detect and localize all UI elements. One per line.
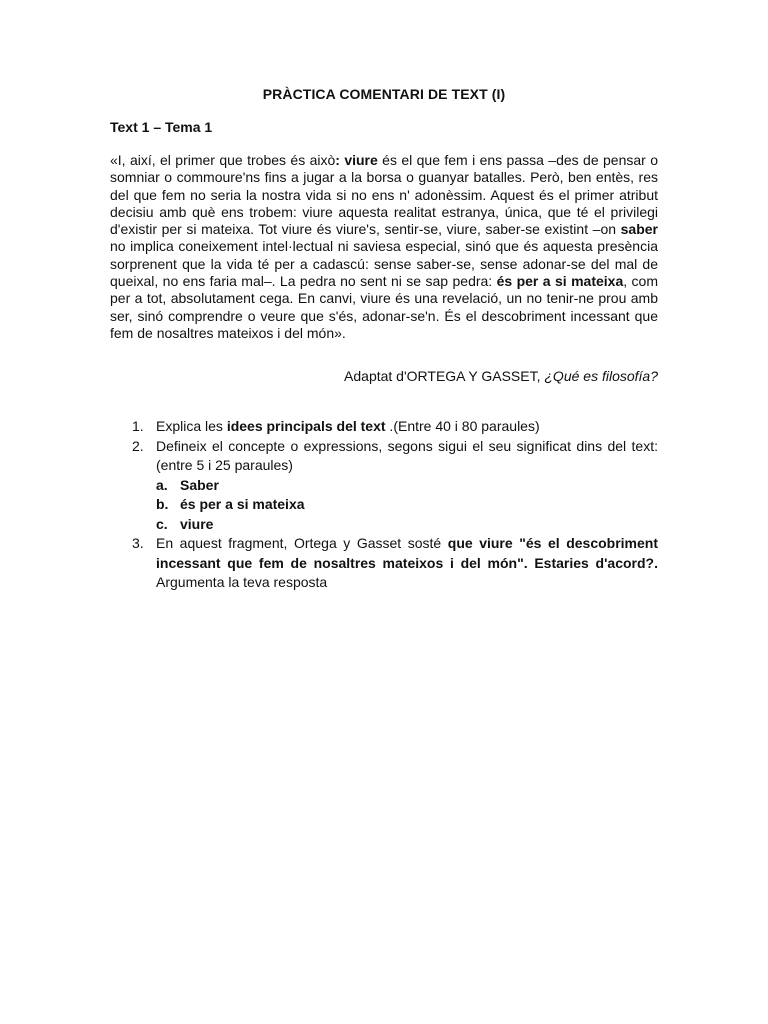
questions-list [110, 417, 658, 593]
subitem-text: és per a si mateixa [180, 496, 305, 512]
quote-emphasis-per-si: és per a si mateixa [496, 273, 624, 290]
question-emphasis: que viure "és el descobriment incessant que fem de nosaltres mateixos i del món". Estaries d'acord?. [156, 535, 658, 571]
question-number: 2. [132, 437, 144, 454]
question-text: En aquest fragment, Ortega y Gasset sosté [156, 535, 448, 551]
question-text: Defineix el concepte o expressions, segons sigui el seu significat dins del text: (entre 5 i 25 paraules) [156, 437, 658, 473]
question-2 [110, 437, 658, 476]
question-3 [110, 534, 658, 593]
question-text: Explica les [156, 418, 227, 434]
subitem-text: viure [180, 515, 214, 532]
quote-emphasis-viure: : viure [335, 152, 378, 168]
question-emphasis: idees principals del text [226, 418, 386, 434]
subitem-letter: a. [156, 476, 168, 493]
quote-text-3: no implica coneixement intel·lectual ni saviesa especial, sinó que és aquesta presència sorprenent que la vida té per a cadascú: sense saber-se, sense adonar-se del mal de queixal, no ens faria mal–. La pedra no sent ni se sap pedra: [110, 238, 658, 290]
document-title: PRÀCTICA COMENTARI DE TEXT (I) [262, 86, 506, 102]
quote-emphasis-saber: saber [620, 221, 658, 238]
quote-text-2: és el que fem i ens passa –des de pensar o somniar o commoure'ns fins a jugar a la borsa o guanyar batalles. Però, ben entès, res del que fem no seria la nostra vida si no ens n' adonèssim. Aquest és el primer atribut decisiu amb què ens trobem: viure aquesta realitat estranya, única, que té el privilegi d'existir per si mateixa. Tot viure és viure's, sentir-se, viure, saber-se existint –on [110, 152, 658, 238]
subitem-text: Saber [180, 476, 219, 493]
attribution-author: Adaptat d'ORTEGA Y GASSET, [344, 368, 545, 384]
question-text-end: Argumenta la teva resposta [156, 574, 328, 590]
quote-paragraph [110, 152, 658, 342]
quote-text-1: «I, així, el primer que trobes és això [110, 152, 336, 168]
question-2-subitem-c [110, 515, 658, 535]
quote-text-4: , com per a tot, absolutament cega. En canvi, viure és una revelació, un no tenir-ne prou amb ser, sinó comprendre o veure que s'és, adonar-se'n. És el descobriment incessant que fem de nosaltres mateixos i del món». [110, 273, 658, 341]
quote-attribution [110, 368, 658, 384]
question-2-subitem-a [110, 476, 658, 496]
question-2-subitem-b [110, 495, 658, 515]
question-number: 3. [132, 535, 144, 551]
question-number: 1. [132, 418, 144, 434]
subitem-letter: b. [156, 496, 169, 512]
document-subtitle: Text 1 – Tema 1 [110, 119, 213, 135]
question-1 [110, 417, 658, 437]
question-text-end: .(Entre 40 i 80 paraules) [385, 418, 540, 434]
subitem-letter: c. [156, 515, 168, 532]
attribution-work: ¿Qué es filosofía? [544, 368, 658, 384]
